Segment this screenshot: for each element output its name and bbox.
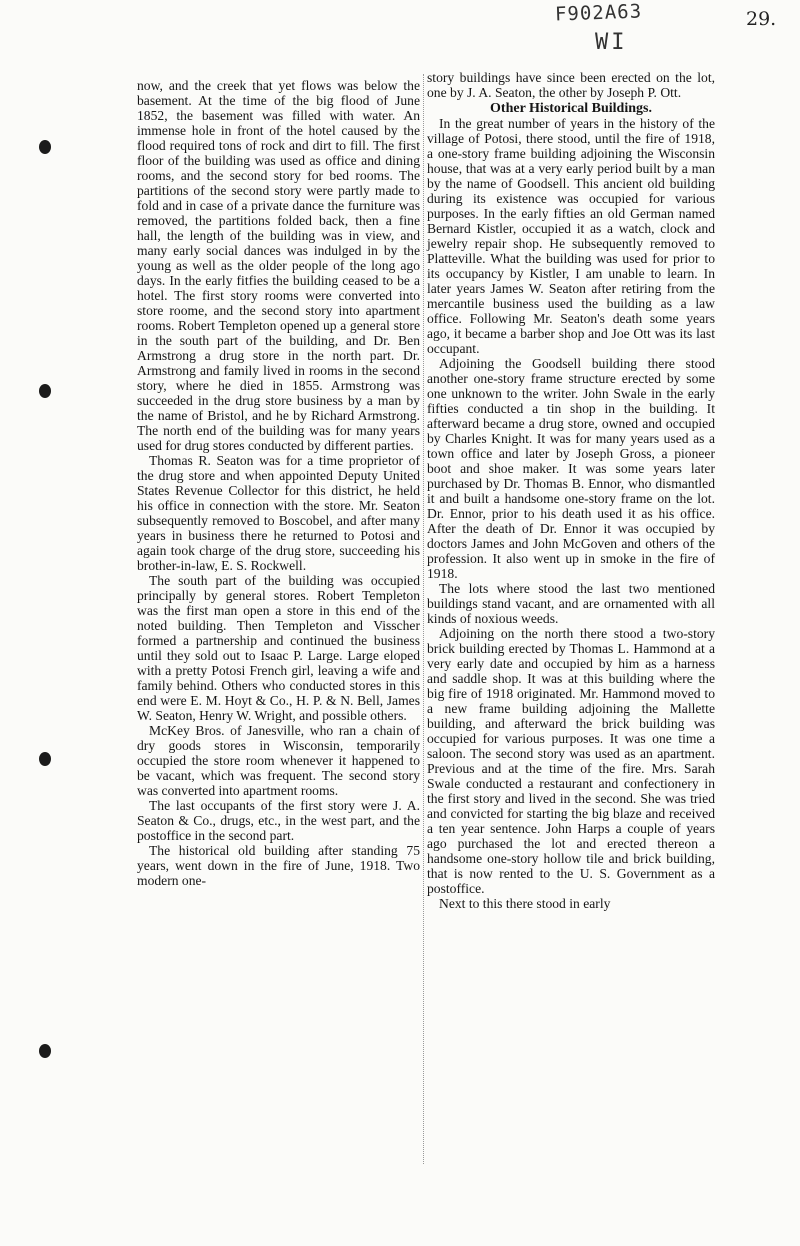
punch-hole-icon — [39, 752, 51, 766]
paragraph: Adjoining the Goodsell building there stood another one-story frame structure erected by some one unknown to the writer. John Swale in the early fifties conducted a tin shop in the building. It afterward became a drug store, owned and occupied by Charles Knight. It was for many years used as a town office and later by Joseph Gross, a pioneer boot and shoe maker. It was some years later purchased by Dr. Thomas B. Ennor, who dismantled it and built a handsome one-story frame on the lot. Dr. Ennor, prior to his death used it as his office. After the death of Dr. Ennor it was occupied by doctors James and John McGoven and others of the profession. It also went up in smoke in the fire of 1918. — [427, 356, 715, 581]
paragraph: McKey Bros. of Janesville, who ran a chain of dry goods stores in Wisconsin, temporarily occupied the store room whenever it happened to be vacant, which was frequent. The second story was converted into apartment rooms. — [137, 723, 420, 798]
punch-hole-icon — [39, 384, 51, 398]
archive-annotation: F902A63 — [554, 0, 643, 26]
paragraph: Next to this there stood in early — [439, 896, 611, 911]
punch-hole-icon — [39, 140, 51, 154]
paragraph: Thomas R. Seaton was for a time proprietor of the drug store and when appointed Deputy United States Revenue Collector for this district, he held his office in connection with the store. Mr. Seaton subsequently removed to Boscobel, and after many years in business there he returned to Potosi and again took charge of the drug store, succeeding his brother-in-law, E. S. Rockwell. — [137, 453, 420, 573]
page-number: 29. — [746, 8, 777, 30]
paragraph: The historical old building after standing 75 years, went down in the fire of June, 1918. Two modern one- — [137, 843, 420, 888]
paragraph: The lots where stood the last two mentioned buildings stand vacant, and are ornamented with all kinds of noxious weeds. — [427, 581, 715, 626]
paragraph: In the great number of years in the history of the village of Potosi, there stood, until the fire of 1918, a one-story frame building adjoining the Wisconsin house, that was at a very early period built by a man by the name of Goodsell. This ancient old building during its existence was occupied for various purposes. In the early fifties an old German named Bernard Kistler, occupied it as a watch, clock and jewelry repair shop. He subsequently removed to Platteville. What the building was used for prior to its occupancy by Kistler, I am unable to learn. In later years James W. Seaton after retiring from the mercantile business used the building as a law office. Following Mr. Seaton's death some years ago, it became a barber shop and Joe Ott was its last occupant. — [427, 116, 715, 356]
section-heading: Other Historical Buildings. — [490, 101, 652, 116]
paragraph: The south part of the building was occupied principally by general stores. Robert Templeton was the first man open a store in this end of the noted building. Then Templeton and Visscher formed a partnership and continued the business until they sold out to Isaac P. Large. Large eloped with a pretty Potosi French girl, leaving a wife and family behind. Others who conducted stores in this end were E. M. Hoyt & Co., H. P. & N. Bell, James W. Seaton, Henry W. Wright, and possible others. — [137, 573, 420, 723]
paragraph: The last occupants of the first story were J. A. Seaton & Co., drugs, etc., in the west part, and the postoffice in the second part. — [137, 798, 420, 843]
paragraph: now, and the creek that yet flows was below the basement. At the time of the big flood of June 1852, the basement was filled with water. An immense hole in front of the hotel caused by the flood required tons of rock and dirt to fill. The first floor of the building was used as office and dining rooms, and the second story for bed rooms. The partitions of the second story were partly made to fold and in case of a private dance the furniture was removed, the partitions folded back, then a fine hall, the length of the building was in view, and many early social dances was indulged in by the young as well as the older people of the long ago days. In the early fitfies the building ceased to be a hotel. The first story rooms were converted into store roome, and the second story into apartment rooms. Robert Templeton opened up a general store in the south part of the building, and Dr. Ben Armstrong a drug store in the north part. Dr. Armstrong and family lived in rooms in the second story, where he died in 1855. Armstrong was succeeded in the drug store business by a man by the name of Bristol, and he by Richard Armstrong. The north end of the building was for many years used for drug stores conducted by different parties. — [137, 78, 420, 453]
archive-annotation-sub: WI — [595, 30, 628, 55]
article-column-left — [137, 78, 420, 888]
column-divider — [423, 74, 424, 1164]
article-column-right — [427, 70, 715, 911]
paragraph: Adjoining on the north there stood a two-story brick building erected by Thomas L. Hammond at a very early date and occupied by him as a harness and saddle shop. It was at this building where the big fire of 1918 originated. Mr. Hammond moved to a new frame building adjoining the Mallette building, and afterward the brick building was occupied for various purposes. It was one time a saloon. The second story was used as an apartment. Previous and at the time of the fire. Mrs. Sarah Swale conducted a restaurant and confectionery in the first story and lived in the second. She was tried and convicted for starting the big blaze and received a ten year sentence. John Harps a couple of years ago purchased the lot and erected thereon a handsome one-story hollow tile and brick building, that is now rented to the U. S. Government as a postoffice. — [427, 626, 715, 896]
paragraph: story buildings have since been erected on the lot, one by J. A. Seaton, the other by Joseph P. Ott. — [427, 70, 715, 100]
punch-hole-icon — [39, 1044, 51, 1058]
